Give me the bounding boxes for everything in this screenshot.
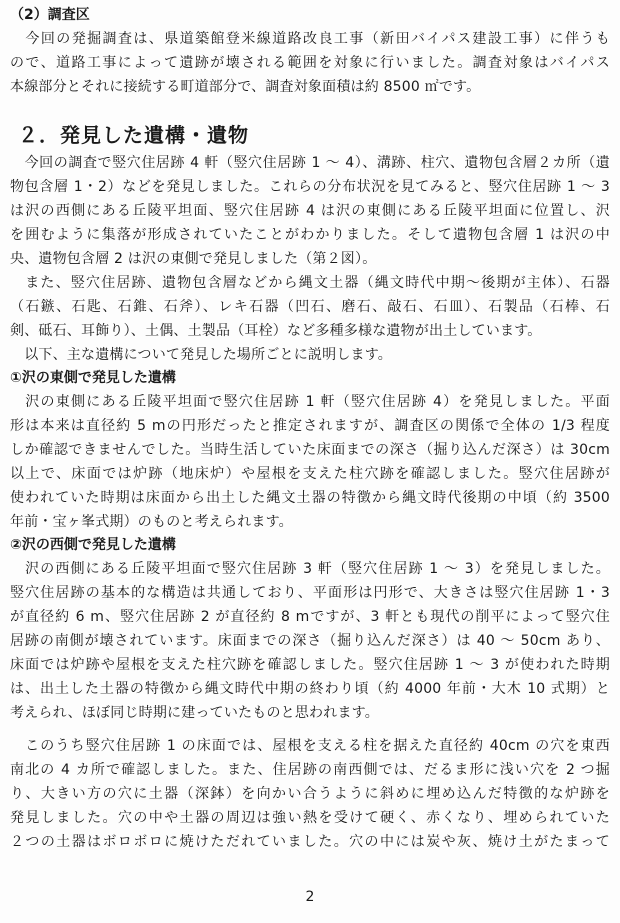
west-p1-line-2: 竪穴住居跡の基本的な構造は共通しており、平面形は円形で、大きさは竪穴住居跡 1・3 bbox=[10, 585, 610, 601]
west-heading: ②沢の西側で発見した遺構 bbox=[10, 537, 176, 553]
west-p2-line-4: 発見しました。穴の中や土器の周辺は強い熱を受けて硬く、赤くなり、埋められていた bbox=[10, 810, 610, 826]
east-line-3: しか確認できませんでした。当時生活していた床面までの深さ（掘り込んだ深さ）は 30cm bbox=[10, 442, 610, 458]
west-p1-line-7: 考えられ、ほぼ同じ時期に建っていたものと思われます。 bbox=[10, 705, 379, 721]
features-p1-line-1: 今回の調査で竪穴住居跡 4 軒（竪穴住居跡 1 ～ 4）、溝跡、柱穴、遺物包含層２カ所（遺 bbox=[10, 155, 610, 171]
features-p3-line-1: 以下、主な遺構について発見した場所ごとに説明します。 bbox=[10, 347, 392, 363]
features-heading: ２．発見した遺構・遺物 bbox=[18, 123, 249, 147]
features-p2-line-3: 剣、砥石、耳飾り）、土偶、土製品（耳栓）など多種多様な遺物が出土しています。 bbox=[10, 323, 542, 339]
features-p2-line-1: また、竪穴住居跡、遺物包含層などから縄文土器（縄文時代中期～後期が主体）、石器 bbox=[10, 275, 610, 291]
east-line-2: 形は本来は直径約 5 mの円形だったと推定されますが、調査区の関係で全体の 1/3 程度 bbox=[10, 418, 610, 434]
features-p1-line-2: 物包含層 1・2）などを発見しました。これらの分布状況を見てみると、竪穴住居跡 1 ～ 3 bbox=[10, 179, 610, 195]
east-line-4: 以上で、床面では炉跡（地床炉）や屋根を支えた柱穴跡を確認しました。竪穴住居跡が bbox=[10, 466, 610, 482]
east-heading: ①沢の東側で発見した遺構 bbox=[10, 370, 176, 386]
survey-line-1: 今回の発掘調査は、県道築館登米線道路改良工事（新田バイパス建設工事）に伴うも bbox=[10, 31, 610, 47]
features-p1-line-4: を囲むように集落が形成されていたことがわかりました。そして遺物包含層 1 は沢の中 bbox=[10, 227, 610, 243]
west-p2-line-5: ２つの土器はボロボロに焼けただれていました。穴の中には炭や灰、焼け土がたまって bbox=[10, 834, 610, 850]
west-p2-line-2: 南北の 4 カ所で確認しました。また、住居跡の南西側では、だるま形に浅い穴を 2 つ掘 bbox=[10, 762, 610, 778]
survey-area-heading: （2）調査区 bbox=[10, 7, 90, 23]
east-line-1: 沢の東側にある丘陵平坦面で竪穴住居跡 1 軒（竪穴住居跡 4）を発見しました。平面 bbox=[10, 394, 610, 410]
east-line-6: 年前・宝ヶ峯式期）のものと考えられます。 bbox=[10, 514, 293, 530]
west-p1-line-4: 居跡の南側が壊されています。床面までの深さ（掘り込んだ深さ）は 40 ～ 50cm あり、 bbox=[10, 633, 610, 649]
west-p2-line-3: り、大きい方の穴に土器（深鉢）を向かい合うように斜めに埋め込んだ特徴的な炉跡を bbox=[10, 786, 610, 802]
west-p1-line-6: は、出土した土器の特徴から縄文時代中期の終わり頃（約 4000 年前・大木 10 式期）と bbox=[10, 681, 610, 697]
survey-line-3: 本線部分とそれに接続する町道部分で、調査対象面積は約 8500 ㎡です。 bbox=[10, 79, 481, 95]
west-p1-line-1: 沢の西側にある丘陵平坦面で竪穴住居跡 3 軒（竪穴住居跡 1 ～ 3）を発見しました。 bbox=[10, 561, 610, 577]
features-p1-line-5: 央、遺物包含層 2 は沢の東側で発見しました（第２図）。 bbox=[10, 251, 377, 267]
features-p2-line-2: （石鏃、石匙、石錐、石斧）、レキ石器（凹石、磨石、敲石、石皿）、石製品（石棒、石 bbox=[10, 299, 610, 315]
east-line-5: 使われていた時期は床面から出土した縄文土器の特徴から縄文時代後期の中頃（約 3500 bbox=[10, 490, 610, 506]
page-number: 2 bbox=[305, 889, 315, 905]
features-p1-line-3: は沢の西側にある丘陵平坦面、竪穴住居跡 4 は沢の東側にある丘陵平坦面に位置し、沢 bbox=[10, 203, 610, 219]
survey-line-2: ので、道路工事によって遺跡が壊される範囲を対象に行いました。調査対象はバイパス bbox=[10, 55, 610, 71]
west-p1-line-5: 床面では炉跡や屋根を支えた柱穴跡を確認しました。竪穴住居跡 1 ～ 3 が使われた時期 bbox=[10, 657, 610, 673]
west-p2-line-1: このうち竪穴住居跡 1 の床面では、屋根を支える柱を据えた直径約 40cm の穴を東西 bbox=[10, 738, 610, 754]
west-p1-line-3: が直径約 6 m、竪穴住居跡 2 が直径約 8 mですが、3 軒とも現代の削平によって竪穴住 bbox=[10, 609, 610, 625]
